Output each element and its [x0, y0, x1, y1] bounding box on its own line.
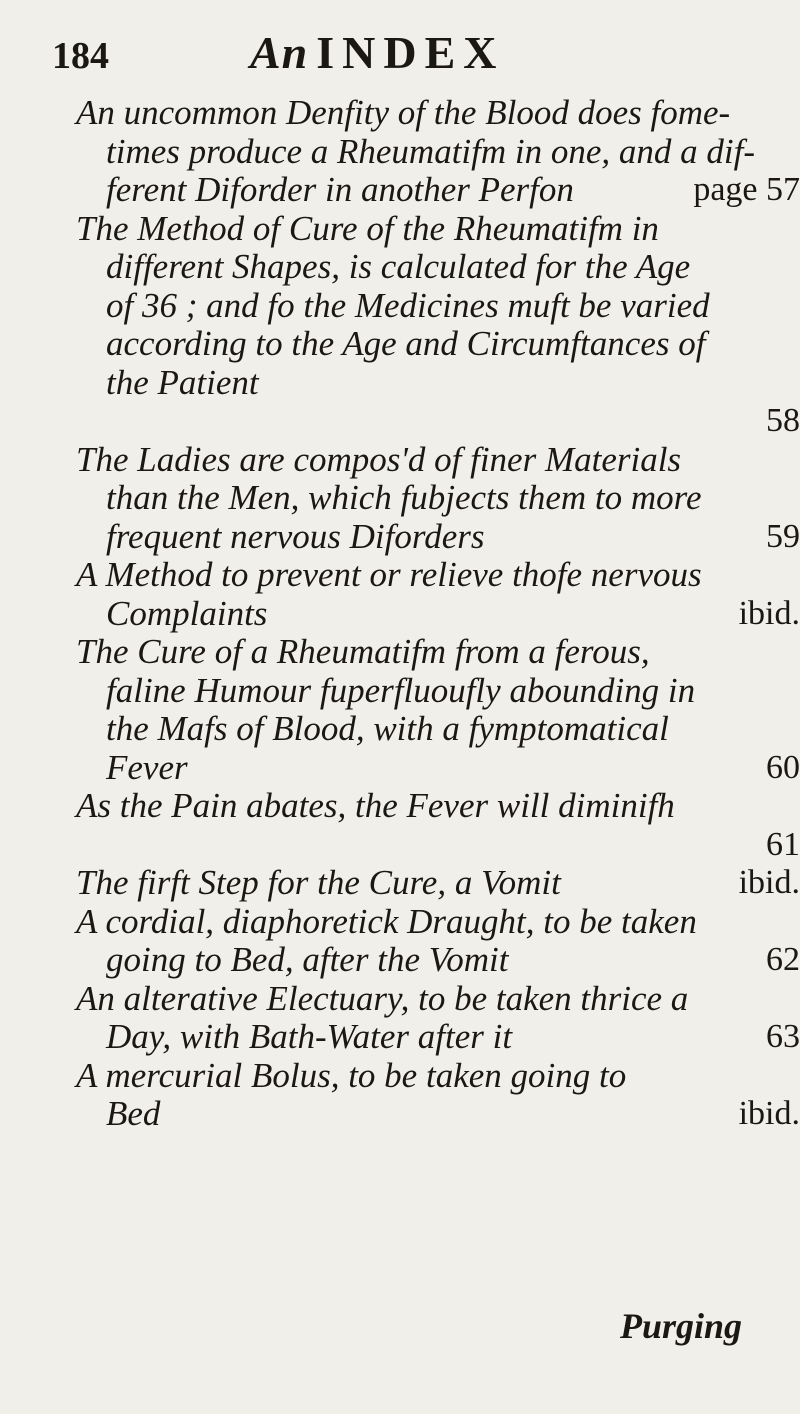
- entry-line-last: ferent Diforder in another Perfon page 57: [106, 170, 800, 209]
- entry-page-ref: 60: [766, 748, 800, 786]
- entry-line: times produce a Rheumatifm in one, and a dif-: [106, 131, 756, 171]
- entry-line-last: Fever 60: [106, 747, 800, 787]
- index-entry: [76, 903, 800, 980]
- index-entries: [0, 94, 800, 1134]
- entry-line-last: frequent nervous Diforders 59: [106, 516, 800, 556]
- entry-page-ref: ibid.: [738, 864, 800, 901]
- index-entry: [76, 787, 800, 864]
- index-entry: [76, 633, 800, 787]
- entry-page-ref: ibid.: [738, 1095, 800, 1132]
- index-entry: [76, 864, 800, 903]
- entry-page-ref: 61: [766, 825, 800, 863]
- entry-page-ref: page 57: [693, 171, 800, 208]
- entry-line: A mercurial Bolus, to be taken going to: [76, 1055, 627, 1095]
- catchword: Purging: [620, 1306, 743, 1346]
- entry-line-last: Complaints ibid.: [106, 593, 800, 633]
- entry-line: the Mafs of Blood, with a fymptomatical: [106, 709, 669, 748]
- entry-page-ref: 63: [766, 1018, 800, 1055]
- page-title: [250, 26, 505, 79]
- page-number: 184: [52, 35, 109, 77]
- title-prefix: An: [250, 27, 309, 78]
- entry-line: The Cure of a Rheumatifm from a ferous,: [76, 632, 650, 671]
- entry-line-last: going to Bed, after the Vomit 62: [106, 940, 800, 979]
- page-header: [0, 22, 800, 82]
- entry-line: An alterative Electuary, to be taken thrice a: [76, 978, 689, 1018]
- entry-line: The Method of Cure of the Rheumatifm in: [76, 208, 659, 248]
- entry-line: different Shapes, is calculated for the Age: [106, 247, 691, 286]
- entry-line-last: Bed ibid.: [106, 1094, 800, 1133]
- index-entry: [76, 980, 800, 1057]
- index-entry: [76, 556, 800, 633]
- title-word: INDEX: [316, 27, 505, 78]
- entry-line: than the Men, which fubjects them to more: [106, 478, 702, 517]
- entry-line: A cordial, diaphoretick Draught, to be taken: [76, 901, 697, 941]
- index-entry: [76, 1057, 800, 1134]
- entry-line: An uncommon Denfity of the Blood does fome-: [76, 93, 731, 132]
- index-entry: [76, 210, 800, 441]
- index-entry: [76, 94, 800, 210]
- entry-line: of 36 ; and fo the Medicines muft be varied: [106, 285, 710, 325]
- entry-line: the Patient: [106, 362, 259, 402]
- entry-line-last: The firft Step for the Cure, a Vomit ibid.: [76, 863, 800, 902]
- entry-page-ref: 58: [766, 402, 800, 439]
- entry-line: faline Humour fuperfluoufly abounding in: [106, 670, 696, 710]
- entry-line: according to the Age and Circumftances of: [106, 324, 706, 363]
- entry-line: A Method to prevent or relieve thofe nervous: [76, 555, 702, 594]
- entry-page-ref: 62: [766, 941, 800, 978]
- entry-page-ref: ibid.: [738, 594, 800, 632]
- entry-line: As the Pain abates, the Fever will diminifh: [76, 786, 675, 825]
- entry-line-last: Day, with Bath-Water after it 63: [106, 1017, 800, 1056]
- entry-line: The Ladies are compos'd of finer Materials: [76, 439, 682, 479]
- entry-page-ref: 59: [766, 517, 800, 555]
- index-entry: [76, 441, 800, 557]
